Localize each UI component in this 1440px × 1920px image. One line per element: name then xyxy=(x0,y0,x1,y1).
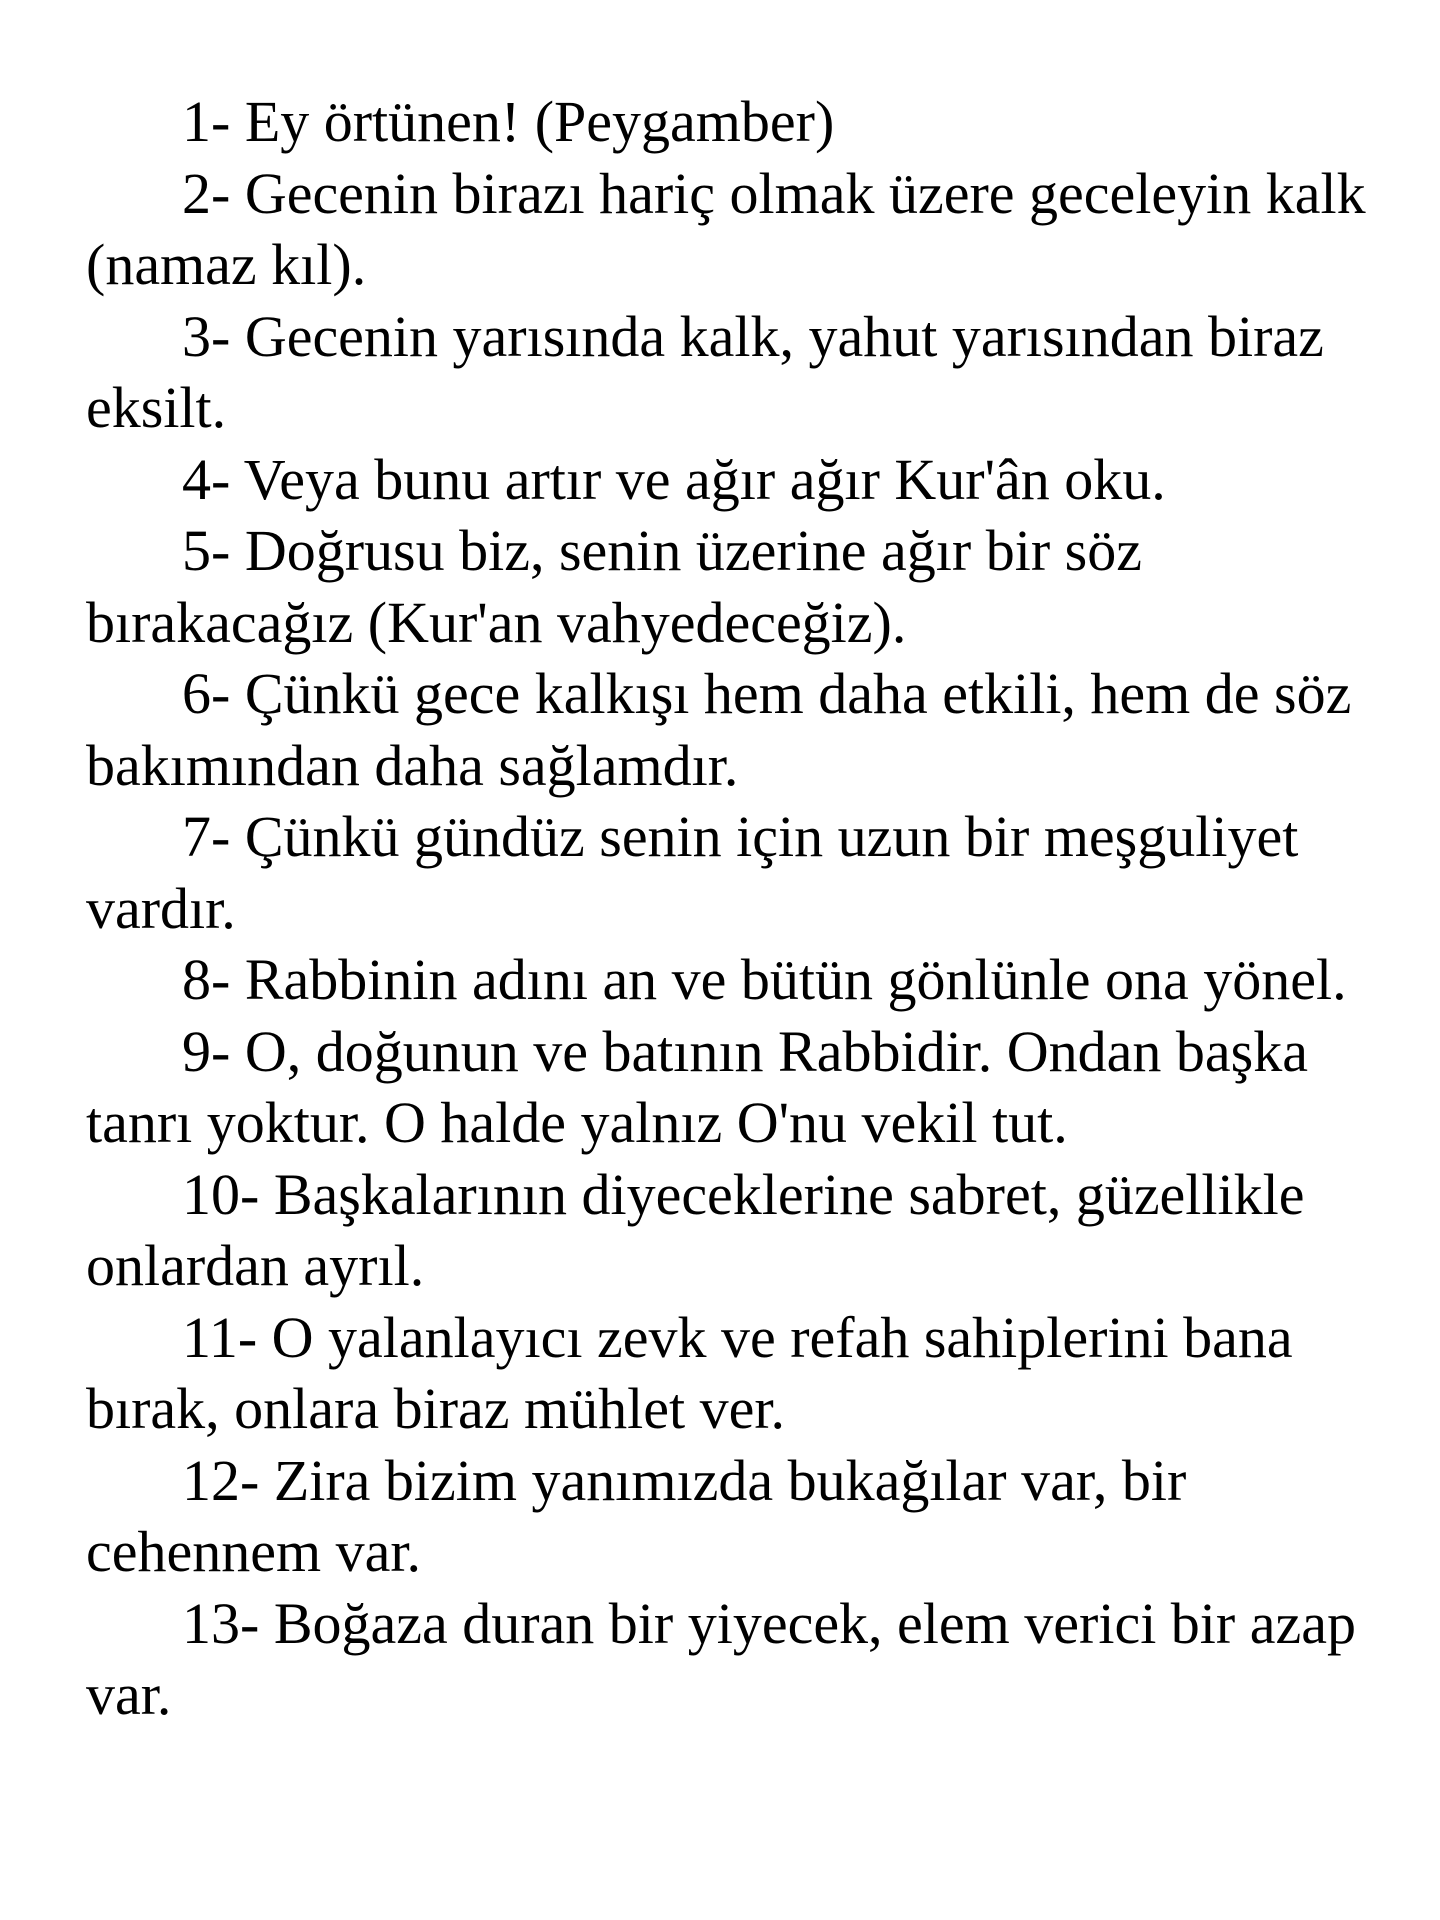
verse-5: 5- Doğrusu biz, senin üzerine ağır bir söz bırakacağız (Kur'an vahyedeceğiz). xyxy=(86,518,1142,655)
verse-6: 6- Çünkü gece kalkışı hem daha etkili, hem de söz bakımından daha sağlamdır. xyxy=(86,661,1352,798)
verse-4: 4- Veya bunu artır ve ağır ağır Kur'ân oku. xyxy=(182,446,1166,512)
verse-11: 11- O yalanlayıcı zevk ve refah sahiplerini bana bırak, onlara biraz mühlet ver. xyxy=(86,1304,1293,1441)
verse-7: 7- Çünkü gündüz senin için uzun bir meşguliyet vardır. xyxy=(86,804,1299,941)
verse-8: 8- Rabbinin adını an ve bütün gönlünle ona yönel. xyxy=(182,947,1347,1012)
verse-3: 3- Gecenin yarısında kalk, yahut yarısından biraz eksilt. xyxy=(86,303,1324,440)
verse-13: 13- Boğaza duran bir yiyecek, elem verici bir azap var. xyxy=(86,1590,1356,1727)
verse-9: 9- O, doğunun ve batının Rabbidir. Ondan başka tanrı yoktur. O halde yalnız O'nu vekil tut. xyxy=(86,1018,1308,1155)
verse-12: 12- Zira bizim yanımızda bukağılar var, bir cehennem var. xyxy=(86,1447,1187,1584)
verse-10: 10- Başkalarının diyeceklerine sabret, güzellikle onlardan ayrıl. xyxy=(86,1161,1305,1298)
verse-2: 2- Gecenin birazı hariç olmak üzere geceleyin kalk (namaz kıl). xyxy=(86,160,1366,297)
document-page xyxy=(86,86,1406,1731)
verse-1: 1- Ey örtünen! (Peygamber) xyxy=(182,89,835,154)
